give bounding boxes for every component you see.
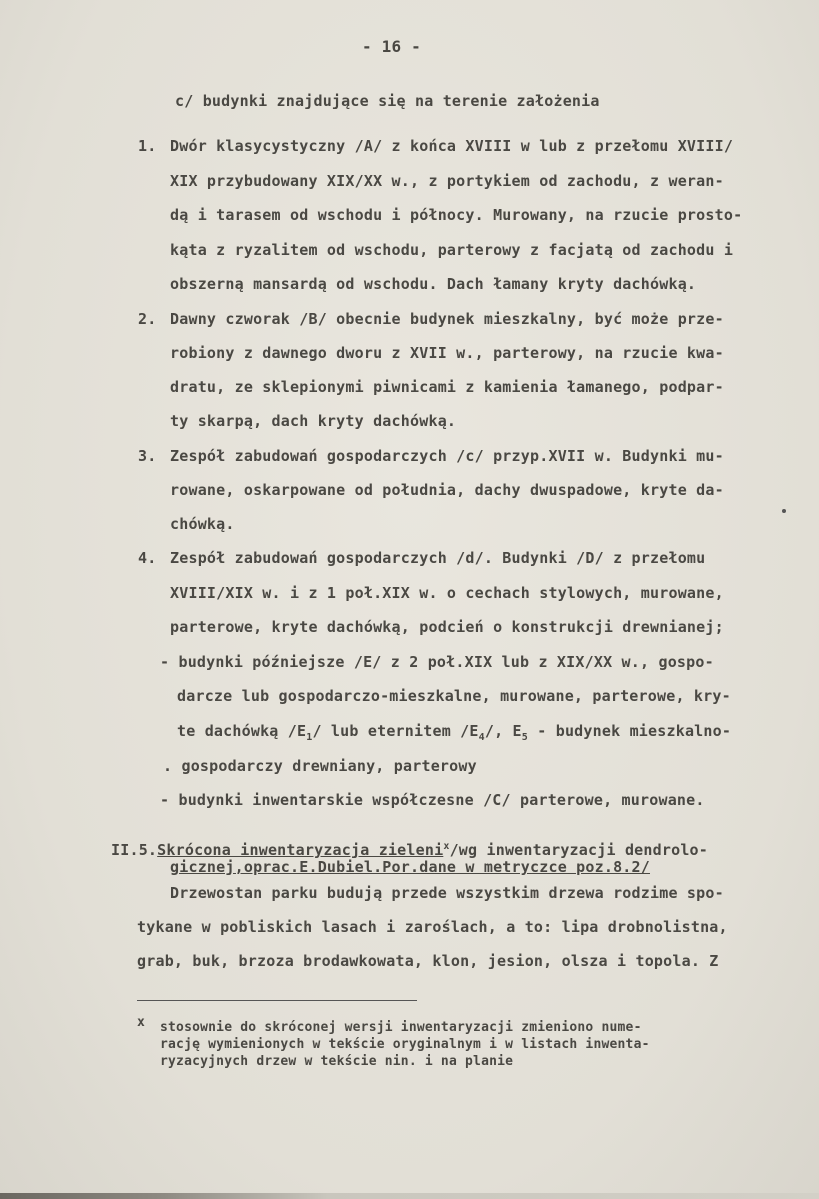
section-heading: c/ budynki znajdujące się na terenie założenia <box>175 92 600 110</box>
footnote-mark: x <box>137 1015 146 1030</box>
ink-speck <box>782 509 786 513</box>
item-1-line-5: obszerną mansardą od wschodu. Dach łamany kryty dachówką. <box>170 275 697 293</box>
item-3-line-2: rowane, oskarpowane od południa, dachy dwuspadowe, kryte da- <box>170 481 724 499</box>
footnote-divider <box>137 1000 417 1001</box>
subitem-a-line-4: . gospodarczy drewniany, parterowy <box>163 757 477 775</box>
item-2-line-4: ty skarpą, dach kryty dachówką. <box>170 412 457 430</box>
subitem-a-line-1: - budynki późniejsze /E/ z 2 poł.XIX lub z XIX/XX w., gospo- <box>160 653 714 671</box>
section-number: 5. <box>138 841 158 859</box>
footnote-line-3: ryzacyjnych drzew w tekście nin. i na planie <box>160 1054 514 1069</box>
item-1-line-3: dą i tarasem od wschodu i północy. Murowany, na rzucie prosto- <box>170 206 743 224</box>
section-2-body-line-2: tykane w pobliskich lasach i zaroślach, a to: lipa drobnolistna, <box>137 918 728 936</box>
section-2-body-line-1: Drzewostan parku budują przede wszystkim drzewa rodzime spo- <box>170 884 724 902</box>
item-3-line-1: 3. Zespół zabudowań gospodarczych /c/ przyp.XVII w. Budynki mu- <box>138 447 724 465</box>
scan-edge <box>0 1193 819 1199</box>
item-1-line-1: 1. Dwór klasycystyczny /A/ z końca XVIII w lub z przełomu XVIII/ <box>138 137 734 155</box>
section-title: Skrócona inwentaryzacja zieleni <box>157 841 444 859</box>
item-2-line-3: dratu, ze sklepionymi piwnicami z kamienia łamanego, podpar- <box>170 378 724 396</box>
section-2-title-line-2: gicznej,oprac.E.Dubiel.Por.dane w metryczce poz.8.2/ <box>170 858 650 876</box>
item-2-line-2: robiony z dawnego dworu z XVII w., parterowy, na rzucie kwa- <box>170 344 724 362</box>
subitem-b-line-1: - budynki inwentarskie współczesne /C/ parterowe, murowane. <box>160 791 705 809</box>
roman-numeral: II. <box>111 841 139 859</box>
item-2-line-1: 2. Dawny czworak /B/ obecnie budynek mieszkalny, być może prze- <box>138 310 724 328</box>
item-4-line-2: XVIII/XIX w. i z 1 poł.XIX w. o cechach stylowych, murowane, <box>170 584 724 602</box>
section-2-body-line-3: grab, buk, brzoza brodawkowata, klon, jesion, olsza i topola. Z <box>137 952 719 970</box>
subitem-a-line-2: darcze lub gospodarczo-mieszkalne, murowane, parterowe, kry- <box>177 687 731 705</box>
subitem-a-line-3: te dachówką $/E_1/$ lub eternitem $/E_4/$, $E_5$ - budynek mieszkalno- <box>177 722 732 743</box>
item-4-line-3: parterowe, kryte dachówką, podcień o konstrukcji drewnianej; <box>170 618 724 636</box>
item-1-line-4: kąta z ryzalitem od wschodu, parterowy z facjatą od zachodu i <box>170 241 734 259</box>
page-number: - 16 - <box>362 37 421 56</box>
item-1-line-2: XIX przybudowany XIX/XX w., z portykiem od zachodu, z weran- <box>170 172 724 190</box>
item-number: 4. <box>138 549 157 567</box>
item-number: 3. <box>138 447 157 465</box>
section-2-title-line: II.5.Skrócona inwentaryzacja zieleni$^x$/wg inwentaryzacji dendrolo- <box>111 841 709 859</box>
item-4-line-1: 4. Zespół zabudowań gospodarczych /d/. Budynki /D/ z przełomu <box>138 549 706 567</box>
item-number: 1. <box>138 137 157 155</box>
item-number: 2. <box>138 310 157 328</box>
footnote-line-1: stosownie do skróconej wersji inwentaryzacji zmieniono nume- <box>160 1020 642 1035</box>
item-3-line-3: chówką. <box>170 515 235 533</box>
footnote-line-2: rację wymienionych w tekście oryginalnym i w listach inwenta- <box>160 1037 650 1052</box>
